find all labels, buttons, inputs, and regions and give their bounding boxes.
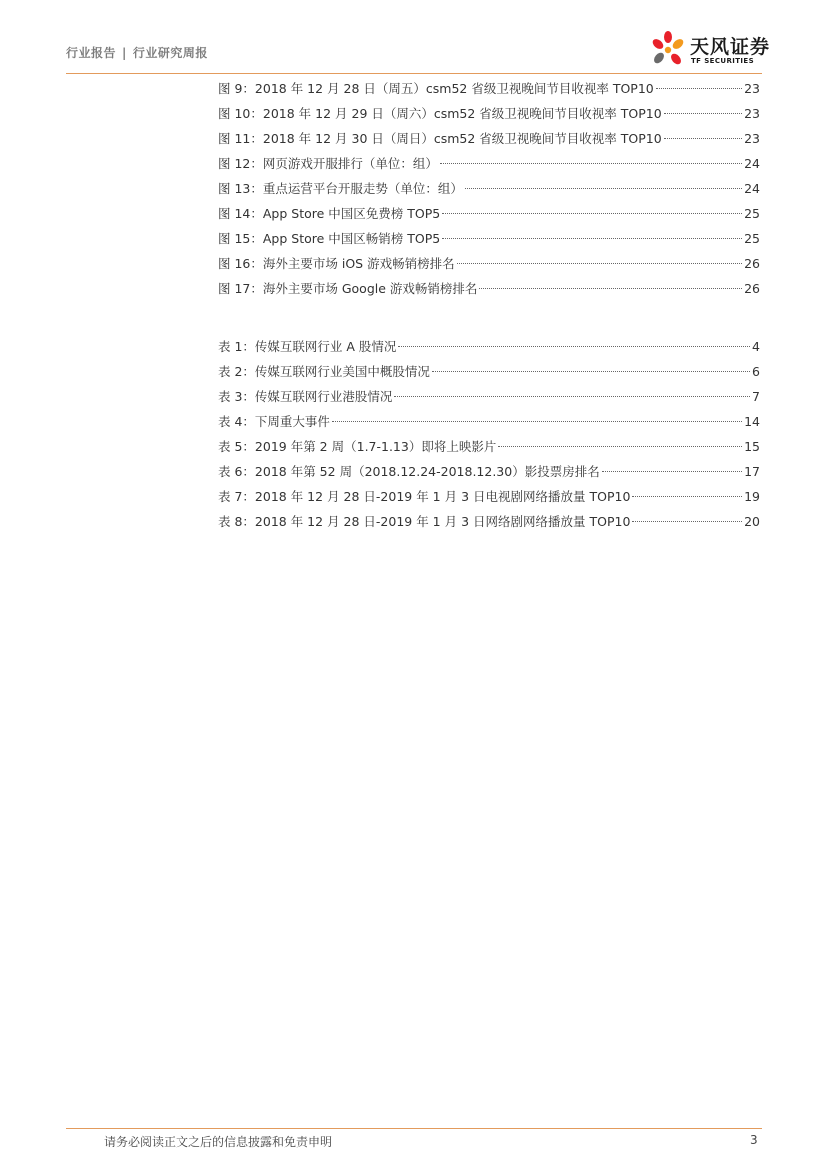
toc-entry-figure-12[interactable] [218,151,760,176]
page-number: 3 [750,1133,758,1147]
toc-entry-label: 表 3：传媒互联网行业港股情况 [218,389,393,404]
figure-list [218,76,760,301]
toc-leader-dots [398,346,750,347]
toc-entry-page: 23 [744,81,760,96]
toc-entry-figure-11[interactable] [218,126,760,151]
toc-entry-page: 24 [744,156,760,171]
flower-logo-icon [650,28,690,72]
toc-entry-table-7[interactable] [218,484,760,509]
toc-leader-dots [656,88,742,89]
toc-entry-label: 表 4：下周重大事件 [218,414,330,429]
toc-entry-page: 23 [744,106,760,121]
toc-entry-page: 25 [744,206,760,221]
toc-entry-label: 图 16：海外主要市场 iOS 游戏畅销榜排名 [218,256,455,271]
header-rule [66,73,762,74]
toc-entry-figure-9[interactable] [218,76,760,101]
toc-leader-dots [457,263,743,264]
toc-leader-dots [632,521,742,522]
toc-entry-figure-15[interactable] [218,226,760,251]
toc-leader-dots [498,446,742,447]
toc-entry-label: 图 12：网页游戏开服排行（单位：组） [218,156,438,171]
footer-disclaimer: 请务必阅读正文之后的信息披露和免责申明 [104,1135,333,1149]
toc-entry-page: 26 [744,256,760,271]
toc-entry-label: 图 11：2018 年 12 月 30 日（周日）csm52 省级卫视晚间节目收视率 TOP10 [218,131,662,146]
toc-entry-page: 7 [752,389,760,404]
toc-entry-page: 19 [744,489,760,504]
tf-securities-logo [650,28,771,72]
toc-entry-label: 图 13：重点运营平台开服走势（单位：组） [218,181,463,196]
toc-leader-dots [432,371,750,372]
toc-leader-dots [632,496,742,497]
toc-entry-table-2[interactable] [218,359,760,384]
toc-entry-figure-10[interactable] [218,101,760,126]
toc-entry-label: 图 14：App Store 中国区免费榜 TOP5 [218,206,441,221]
toc-entry-label: 表 8：2018 年 12 月 28 日-2019 年 1 月 3 日网络剧网络播放量 TOP10 [218,514,631,529]
toc-entry-figure-14[interactable] [218,201,760,226]
toc-entry-page: 20 [744,514,760,529]
toc-leader-dots [442,213,742,214]
toc-entry-label: 图 10：2018 年 12 月 29 日（周六）csm52 省级卫视晚间节目收视率 TOP10 [218,106,662,121]
toc-entry-label: 表 1：传媒互联网行业 A 股情况 [218,339,397,354]
toc-leader-dots [440,163,742,164]
toc-entry-page: 6 [752,364,760,379]
toc-entry-page: 25 [744,231,760,246]
report-category: 行业报告 [66,46,117,60]
toc-entry-table-4[interactable] [218,409,760,434]
toc-leader-dots [664,113,742,114]
toc-entry-page: 15 [744,439,760,454]
toc-entry-label: 图 17：海外主要市场 Google 游戏畅销榜排名 [218,281,478,296]
toc-entry-table-6[interactable] [218,459,760,484]
report-header [66,44,208,61]
toc-entry-label: 表 6：2018 年第 52 周（2018.12.24-2018.12.30）影投票房排名 [218,464,600,479]
toc-entry-figure-16[interactable] [218,251,760,276]
toc-entry-table-5[interactable] [218,434,760,459]
toc-leader-dots [602,471,742,472]
toc-entry-table-3[interactable] [218,384,760,409]
toc-entry-figure-17[interactable] [218,276,760,301]
toc-entry-page: 4 [752,339,760,354]
report-subcategory: 行业研究周报 [132,46,208,60]
toc-entry-table-1[interactable] [218,334,760,359]
toc-leader-dots [465,188,742,189]
logo-name-cn: 天风证券 [690,36,771,58]
toc-entry-label: 图 15：App Store 中国区畅销榜 TOP5 [218,231,441,246]
footer-rule [66,1128,762,1129]
toc-entry-table-8[interactable] [218,509,760,534]
toc-entry-page: 24 [744,181,760,196]
toc-leader-dots [442,238,742,239]
toc-leader-dots [332,421,742,422]
toc-entry-page: 14 [744,414,760,429]
toc-entry-label: 表 5：2019 年第 2 周（1.7-1.13）即将上映影片 [218,439,497,454]
toc-leader-dots [394,396,750,397]
toc-leader-dots [479,288,742,289]
toc-entry-label: 表 7：2018 年 12 月 28 日-2019 年 1 月 3 日电视剧网络播放量 TOP10 [218,489,631,504]
logo-name-en: TF SECURITIES [691,57,755,65]
toc-entry-figure-13[interactable] [218,176,760,201]
toc-entry-page: 23 [744,131,760,146]
toc-leader-dots [664,138,742,139]
toc-entry-label: 表 2：传媒互联网行业美国中概股情况 [218,364,430,379]
header-separator: | [122,46,127,60]
toc-entry-page: 17 [744,464,760,479]
toc-entry-label: 图 9：2018 年 12 月 28 日（周五）csm52 省级卫视晚间节目收视率 TOP10 [218,81,654,96]
table-list [218,334,760,534]
toc-entry-page: 26 [744,281,760,296]
